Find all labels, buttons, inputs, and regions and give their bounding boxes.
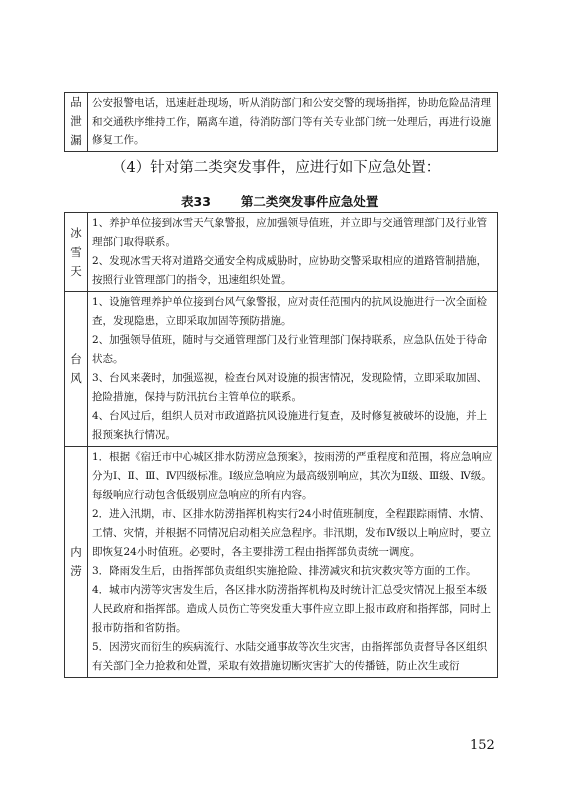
row-label	[65, 447, 88, 678]
row-content: 公安报警电话，迅速赶赴现场，听从消防部门和公安交警的现场指挥，协助危险品清理和交通秩序维持工作，隔离车道，待消防部门等有关专业部门统一处理后，再进行设施修复工作。	[88, 93, 498, 152]
row-label	[65, 213, 88, 292]
label-char: 涝	[70, 564, 82, 578]
table-caption	[181, 192, 378, 210]
label-char: 天	[70, 263, 82, 278]
paragraph: 1．根据《宿迁市中心城区排水防涝应急预案》，按雨涝的严重程度和范围，将应急响应分为Ⅰ、Ⅱ、Ⅲ、Ⅳ四级标准。Ⅰ级应急响应为最高级别响应，其次为Ⅱ级、Ⅲ级、Ⅳ级。每级响应行动包含低级别应急响应的所有内容。	[92, 451, 493, 501]
emergency-table	[64, 212, 498, 678]
label-char: 台	[70, 352, 82, 366]
label-char: 冰	[70, 225, 82, 240]
row-label	[65, 292, 88, 447]
paragraph: 4．城市内涝等灾害发生后，各区排水防涝指挥机构及时统计汇总受灾情况上报至本级人民政府和指挥部。造成人员伤亡等突发重大事件应立即上报市政府和指挥部，同时上报市防指和省防指。	[92, 584, 491, 634]
paragraph: 2．进入汛期，市、区排水防涝指挥机构实行24小时值班制度，全程跟踪雨情、水情、工情、灾情，并根据不同情况启动相关应急程序。非汛期，发布Ⅳ级以上响应时，要立即恢复24小时值班。必要时，各主要排涝工程由指挥部负责统一调度。	[92, 508, 491, 558]
row-label	[65, 93, 88, 152]
paragraph: 2、加强领导值班，随时与交通管理部门及行业管理部门保持联系，应急队伍处于待命状态。	[92, 334, 488, 365]
table-row	[65, 213, 498, 292]
label-char: 品泄	[70, 95, 82, 129]
row-content	[88, 292, 498, 447]
row-content	[88, 213, 498, 292]
paragraph: 5．因涝灾而衍生的疾病流行、水陆交通事故等次生灾害，由指挥部负责督导各区组织有关部门全力抢救和处置，采取有效措施切断灾害扩大的传播链，防止次生或衍	[92, 641, 488, 672]
table-number: 表33	[181, 194, 211, 209]
table-row	[65, 447, 498, 678]
paragraph: 4、台风过后，组织人员对市政道路抗风设施进行复查，及时修复被破坏的设施，并上报预案执行情况。	[92, 410, 488, 441]
table-row	[65, 292, 498, 447]
paragraph: 1、养护单位接到冰雪天气象警报，应加强领导值班，并立即与交通管理部门及行业管理部门取得联系。	[92, 217, 488, 248]
row-content	[88, 447, 498, 678]
page-number: 152	[470, 738, 495, 753]
section-heading: （4）针对第二类突发事件，应进行如下应急处置：	[112, 160, 441, 176]
paragraph: 3、台风来袭时，加强巡视，检查台风对设施的损害情况，发现险情，立即采取加固、抢险措施，保持与防汛抗台主管单位的联系。	[92, 372, 488, 403]
label-char: 内	[70, 545, 82, 559]
table-row	[65, 93, 498, 152]
table-title: 第二类突发事件应急处置	[240, 194, 379, 209]
paragraph: 2、发现冰雪天将对道路交通安全构成威胁时，应协助交警采取相应的道路管制措施，按照行业管理部门的指令，迅速组织处置。	[92, 255, 488, 286]
paragraph: 3．降雨发生后，由指挥部负责组织实施抢险、排涝减灾和抗灾救灾等方面的工作。	[92, 565, 477, 577]
continuation-table	[64, 92, 498, 152]
label-char: 漏	[70, 133, 82, 148]
label-char: 风	[70, 371, 82, 385]
label-char: 雪	[70, 244, 82, 259]
paragraph: 1、设施管理养护单位接到台风气象警报，应对责任范围内的抗风设施进行一次全面检查，发现隐患，立即采取加固等预防措施。	[92, 296, 488, 327]
